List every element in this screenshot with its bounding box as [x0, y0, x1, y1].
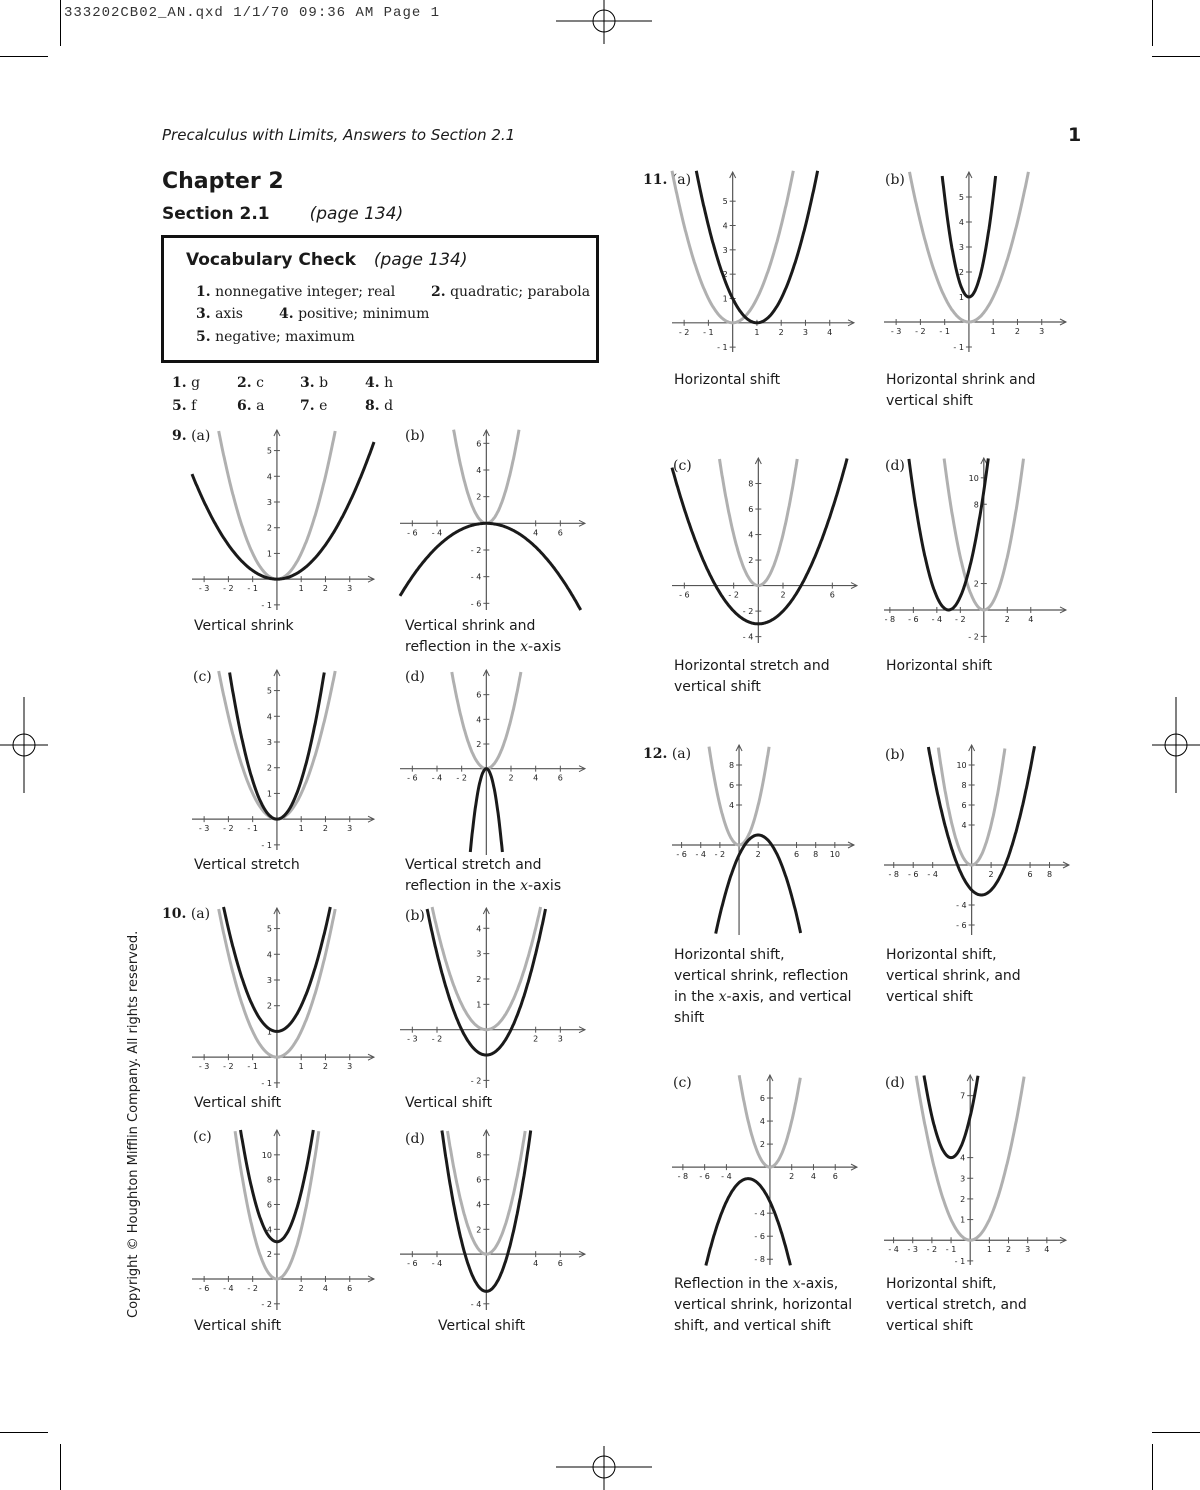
x-tick-label: 2 — [778, 327, 784, 337]
crop-mark — [0, 1432, 48, 1433]
y-tick-label: 8 — [748, 479, 754, 489]
x-tick-label: 6 — [557, 1259, 563, 1269]
y-tick-label: 6 — [759, 1094, 765, 1104]
x-tick-label: - 4 — [927, 870, 938, 879]
y-tick-label: 4 — [748, 530, 754, 540]
y-tick-label: - 6 — [754, 1232, 765, 1242]
part-label: (c) — [673, 1075, 692, 1091]
x-tick-label: - 6 — [198, 1283, 210, 1293]
y-tick-label: 8 — [476, 1150, 482, 1160]
y-tick-label: - 1 — [953, 343, 964, 352]
answer: 2. c — [237, 375, 264, 391]
crop-mark — [60, 0, 61, 46]
caption-9c: Vertical stretch — [194, 857, 300, 873]
x-tick-label: - 6 — [407, 1259, 418, 1269]
y-tick-label: 6 — [266, 1200, 272, 1210]
y-tick-label: 4 — [266, 472, 272, 482]
x-tick-label: 1 — [754, 327, 760, 337]
y-tick-label: 2 — [476, 740, 482, 749]
y-tick-label: 4 — [266, 950, 272, 960]
x-tick-label: 1 — [298, 584, 304, 594]
y-tick-label: 6 — [476, 1175, 482, 1185]
y-tick-label: 1 — [960, 1215, 966, 1225]
y-tick-label: 2 — [973, 579, 979, 589]
x-tick-label: 3 — [1025, 1245, 1031, 1255]
y-tick-label: 4 — [266, 1225, 272, 1235]
y-tick-label: 1 — [266, 789, 272, 799]
y-tick-label: 5 — [266, 686, 272, 696]
section-label: Section 2.1 — [162, 204, 270, 224]
x-tick-label: 2 — [322, 1062, 329, 1072]
x-tick-label: 2 — [755, 850, 761, 859]
y-tick-label: 2 — [960, 1194, 966, 1204]
x-tick-label: 6 — [347, 1283, 353, 1293]
y-tick-label: - 1 — [954, 1256, 966, 1266]
graph-9d — [400, 670, 585, 855]
caption-11b: Horizontal shrink and vertical shift — [886, 372, 1036, 409]
caption-11a: Horizontal shift — [674, 372, 781, 388]
registration-mark-icon — [1152, 697, 1200, 793]
y-tick-label: - 1 — [261, 600, 272, 610]
graph-12a — [672, 745, 854, 935]
x-tick-label: - 1 — [247, 824, 258, 834]
y-tick-label: 8 — [266, 1175, 272, 1185]
y-tick-label: - 1 — [261, 1078, 272, 1088]
x-tick-label: 4 — [533, 1259, 539, 1269]
y-tick-label: 3 — [266, 738, 272, 747]
part-label: (b) — [885, 747, 905, 763]
y-tick-label: - 8 — [754, 1255, 765, 1265]
x-tick-label: - 4 — [888, 1245, 899, 1255]
x-tick-label: 2 — [533, 1034, 539, 1044]
y-tick-label: 2 — [748, 556, 754, 566]
answer: 8. d — [365, 398, 394, 414]
y-tick-label: - 4 — [956, 901, 967, 910]
crop-mark — [1152, 1432, 1200, 1433]
caption-9a: Vertical shrink — [194, 618, 294, 634]
y-tick-label: 3 — [266, 498, 272, 507]
part-label: (b) — [885, 172, 905, 188]
part-label: (c) — [673, 458, 692, 474]
y-tick-label: - 2 — [742, 607, 754, 617]
y-tick-label: 1 — [722, 294, 728, 304]
x-tick-label: - 3 — [407, 1034, 418, 1044]
y-tick-label: - 1 — [717, 343, 728, 353]
caption-10d: Vertical shift — [438, 1318, 526, 1334]
y-tick-label: 3 — [958, 243, 964, 252]
y-tick-label: 3 — [722, 245, 728, 255]
caption-10b: Vertical shift — [405, 1095, 493, 1111]
y-tick-label: 6 — [476, 690, 482, 700]
y-tick-label: 8 — [728, 761, 735, 770]
x-tick-label: - 3 — [907, 1245, 919, 1255]
graph-11b — [884, 172, 1066, 352]
vocab-item: 2. quadratic; parabola — [431, 284, 591, 300]
x-tick-label: 6 — [1027, 870, 1033, 879]
x-tick-label: 2 — [322, 584, 329, 594]
y-tick-label: 4 — [722, 221, 728, 231]
y-tick-label: 3 — [266, 976, 272, 985]
graph-9b — [400, 430, 585, 610]
graph-10c — [192, 1130, 374, 1310]
x-tick-label: - 4 — [931, 614, 943, 624]
section-title — [162, 204, 403, 224]
x-tick-label: - 2 — [431, 1034, 443, 1044]
y-tick-label: - 2 — [470, 546, 482, 555]
y-tick-label: 4 — [476, 466, 482, 475]
y-tick-label: 7 — [960, 1091, 966, 1101]
y-tick-label: 1 — [266, 1027, 272, 1037]
vocab-item: 5. negative; maximum — [196, 329, 355, 345]
x-tick-label: - 1 — [939, 327, 950, 336]
x-tick-label: - 6 — [699, 1172, 710, 1182]
graph-10a — [192, 908, 374, 1088]
x-tick-label: - 3 — [198, 1062, 210, 1072]
vocab-title: Vocabulary Check (page 134) — [186, 250, 468, 270]
caption-10c: Vertical shift — [194, 1318, 282, 1334]
x-tick-label: 3 — [347, 1062, 353, 1072]
y-tick-label: 5 — [722, 197, 728, 207]
crop-mark — [60, 1444, 61, 1490]
x-tick-label: - 3 — [198, 824, 210, 834]
x-tick-label: 4 — [533, 773, 539, 783]
y-tick-label: 4 — [961, 821, 967, 830]
y-tick-label: - 4 — [470, 572, 482, 582]
x-tick-label: - 2 — [926, 1245, 938, 1255]
x-tick-label: - 1 — [247, 584, 258, 594]
x-tick-label: - 2 — [223, 824, 234, 834]
part-label: (d) — [885, 1075, 905, 1091]
x-tick-label: - 6 — [907, 870, 919, 879]
x-tick-label: 1 — [986, 1245, 992, 1255]
file-slug: 333202CB02_AN.qxd 1/1/70 09:36 AM Page 1 — [64, 5, 441, 21]
x-tick-label: - 2 — [955, 614, 966, 624]
answer: 1. g — [172, 375, 201, 391]
x-tick-label: - 2 — [223, 1062, 234, 1072]
y-tick-label: 10 — [968, 473, 979, 483]
x-tick-label: 1 — [990, 327, 996, 336]
graph-9c — [192, 670, 374, 850]
y-tick-label: 1 — [958, 293, 964, 302]
x-tick-label: 10 — [829, 850, 840, 859]
y-tick-label: - 6 — [470, 599, 482, 609]
y-tick-label: 1 — [476, 1000, 482, 1010]
x-tick-label: 2 — [322, 824, 329, 834]
y-tick-label: - 4 — [742, 632, 754, 642]
x-tick-label: 3 — [802, 327, 809, 337]
y-tick-label: 10 — [261, 1150, 272, 1160]
caption-11c: Horizontal stretch and vertical shift — [674, 658, 830, 695]
graph-11a — [672, 172, 854, 352]
x-tick-label: 2 — [789, 1172, 795, 1182]
y-tick-label: - 4 — [754, 1209, 765, 1219]
x-tick-label: - 1 — [945, 1245, 957, 1255]
y-tick-label: 6 — [748, 505, 754, 515]
answer: 3. b — [300, 375, 329, 391]
answer: 6. a — [237, 398, 265, 414]
x-tick-label: - 2 — [678, 327, 690, 337]
y-tick-label: 3 — [960, 1174, 966, 1184]
x-tick-label: 4 — [533, 528, 539, 538]
x-tick-label: - 4 — [223, 1283, 234, 1293]
y-tick-label: 3 — [476, 949, 482, 959]
transformed-parabola — [706, 1179, 791, 1266]
graph-12c — [672, 1075, 857, 1265]
x-tick-label: 3 — [347, 584, 353, 594]
vocab-item: 3. axis — [196, 306, 243, 322]
running-head: Precalculus with Limits, Answers to Section 2.1 — [162, 126, 516, 144]
y-tick-label: - 1 — [261, 840, 272, 850]
caption-12b: Horizontal shift, vertical shrink, and vertical shift — [886, 947, 1021, 1005]
transformed-parabola — [192, 442, 374, 579]
registration-mark-icon — [556, 0, 652, 44]
x-tick-label: - 4 — [721, 1172, 732, 1182]
x-tick-label: 2 — [988, 870, 994, 879]
caption-10a: Vertical shift — [194, 1095, 282, 1111]
y-tick-label: 10 — [956, 761, 967, 770]
y-tick-label: 2 — [266, 1001, 272, 1011]
part-label: (b) — [405, 428, 425, 444]
part-label: (d) — [405, 669, 425, 685]
x-tick-label: 2 — [508, 773, 514, 783]
y-tick-label: 2 — [266, 763, 272, 773]
graph-11c — [672, 458, 857, 643]
x-tick-label: - 4 — [431, 1259, 443, 1269]
x-tick-label: 2 — [1004, 614, 1010, 624]
y-tick-label: 4 — [476, 924, 482, 934]
x-tick-label: - 6 — [908, 614, 919, 624]
x-tick-label: - 1 — [703, 327, 714, 337]
transformed-parabola — [400, 523, 581, 610]
x-tick-label: - 6 — [407, 528, 418, 538]
y-tick-label: 1 — [266, 549, 272, 559]
y-tick-label: 2 — [476, 492, 482, 502]
y-tick-label: 6 — [728, 781, 735, 790]
y-tick-label: 6 — [476, 439, 482, 449]
y-tick-label: 4 — [476, 715, 482, 725]
x-tick-label: 4 — [322, 1283, 329, 1293]
answer: 4. h — [365, 375, 394, 391]
y-tick-label: 2 — [759, 1140, 765, 1150]
graph-12d — [884, 1075, 1066, 1265]
y-tick-label: 5 — [958, 193, 964, 202]
x-tick-label: 3 — [557, 1034, 563, 1044]
y-tick-label: 5 — [266, 446, 272, 456]
x-tick-label: 3 — [347, 824, 353, 834]
caption-12c: Reflection in the x-axis, vertical shrink, horizontal shift, and vertical shift — [674, 1276, 853, 1334]
x-tick-label: 4 — [810, 1172, 817, 1182]
x-tick-label: 8 — [1046, 870, 1053, 879]
graph-10d — [400, 1130, 585, 1310]
x-tick-label: - 8 — [884, 614, 896, 624]
problem-label-12: 12. (a) — [643, 746, 692, 762]
crop-mark — [0, 56, 48, 57]
copyright-notice: Copyright © Houghton Mifflin Company. All rights reserved. — [126, 930, 141, 1318]
x-tick-label: 6 — [832, 1172, 838, 1182]
y-tick-label: 2 — [266, 523, 272, 533]
transformed-parabola — [928, 746, 1034, 895]
part-label: (b) — [405, 908, 425, 924]
x-tick-label: 2 — [780, 590, 786, 600]
y-tick-label: 6 — [961, 801, 967, 810]
x-tick-label: 8 — [813, 850, 819, 859]
y-tick-label: 8 — [973, 500, 979, 510]
y-tick-label: 4 — [759, 1117, 765, 1127]
x-tick-label: - 2 — [456, 773, 467, 783]
x-tick-label: - 4 — [695, 850, 707, 859]
crop-mark — [1152, 1444, 1153, 1490]
x-tick-label: - 2 — [915, 327, 926, 336]
problem-label-10: 10. (a) — [162, 906, 211, 922]
x-tick-label: 1 — [298, 1062, 304, 1072]
part-label: (c) — [193, 669, 212, 685]
y-tick-label: - 2 — [968, 632, 979, 642]
page-number: 1 — [1068, 124, 1082, 146]
x-tick-label: - 8 — [888, 870, 900, 879]
registration-mark-icon — [556, 1446, 652, 1490]
x-tick-label: 2 — [1014, 327, 1021, 336]
answer: 5. f — [172, 398, 197, 414]
y-tick-label: - 6 — [956, 921, 967, 930]
y-tick-label: 2 — [476, 1225, 482, 1235]
caption-9d: Vertical stretch and reflection in the x-axis — [405, 857, 562, 894]
vocab-item: 1. nonnegative integer; real — [196, 284, 396, 300]
x-tick-label: - 6 — [407, 773, 418, 783]
y-tick-label: - 4 — [470, 1299, 482, 1309]
x-tick-label: - 3 — [198, 584, 210, 594]
x-tick-label: - 2 — [728, 590, 739, 600]
y-tick-label: 8 — [961, 781, 967, 790]
y-tick-label: 5 — [266, 924, 272, 934]
x-tick-label: - 6 — [679, 590, 690, 600]
y-tick-label: 2 — [266, 1250, 272, 1260]
vocab-item: 4. positive; minimum — [279, 306, 430, 322]
problem-label-9: 9. (a) — [172, 428, 211, 444]
part-label: (c) — [193, 1129, 212, 1145]
vocabulary-check-box — [161, 235, 599, 363]
registration-mark-icon — [0, 697, 48, 793]
y-tick-label: 4 — [476, 1200, 482, 1210]
graph-11d — [884, 458, 1066, 643]
x-tick-label: - 4 — [431, 773, 443, 783]
x-tick-label: - 4 — [431, 528, 443, 538]
part-label: (d) — [405, 1131, 425, 1147]
graph-12b — [884, 745, 1069, 935]
graph-10b — [400, 908, 585, 1088]
y-tick-label: 4 — [728, 801, 735, 810]
y-tick-label: 2 — [476, 974, 482, 984]
x-tick-label: - 6 — [676, 850, 687, 859]
y-tick-label: - 2 — [470, 1076, 482, 1086]
y-tick-label: 4 — [266, 712, 272, 722]
problem-label-11: 11. (a) — [643, 172, 692, 188]
y-tick-label: 4 — [958, 218, 964, 227]
x-tick-label: - 2 — [247, 1283, 258, 1293]
y-tick-label: 2 — [722, 270, 728, 280]
part-label: (d) — [885, 458, 905, 474]
x-tick-label: - 1 — [247, 1062, 258, 1072]
x-tick-label: 4 — [827, 327, 833, 337]
crop-mark — [1152, 56, 1200, 57]
answer: 7. e — [300, 398, 328, 414]
x-tick-label: 2 — [1005, 1245, 1012, 1255]
caption-9b: Vertical shrink and reflection in the x-axis — [405, 618, 562, 655]
x-tick-label: 2 — [298, 1283, 304, 1293]
y-tick-label: - 2 — [261, 1299, 272, 1309]
x-tick-label: - 8 — [677, 1172, 689, 1182]
x-tick-label: 6 — [829, 590, 835, 600]
x-tick-label: - 2 — [714, 850, 726, 859]
caption-12a: Horizontal shift, vertical shrink, reflection in the x-axis, and vertical shift — [674, 947, 852, 1026]
graph-9a — [192, 430, 374, 610]
crop-mark — [1152, 0, 1153, 46]
y-tick-label: 2 — [958, 268, 964, 277]
y-tick-label: 4 — [960, 1153, 966, 1163]
x-tick-label: - 2 — [223, 584, 234, 594]
x-tick-label: 3 — [1039, 327, 1045, 336]
x-tick-label: 4 — [1044, 1245, 1050, 1255]
x-tick-label: 6 — [793, 850, 800, 859]
x-tick-label: - 3 — [890, 327, 902, 336]
x-tick-label: 6 — [557, 528, 563, 538]
x-tick-label: 1 — [298, 824, 304, 834]
x-tick-label: 4 — [1028, 614, 1034, 624]
caption-11d: Horizontal shift — [886, 658, 993, 674]
chapter-title: Chapter 2 — [162, 169, 284, 194]
section-page: (page 134) — [309, 204, 404, 224]
x-tick-label: 6 — [557, 773, 563, 783]
caption-12d: Horizontal shift, vertical stretch, and vertical shift — [886, 1276, 1027, 1334]
